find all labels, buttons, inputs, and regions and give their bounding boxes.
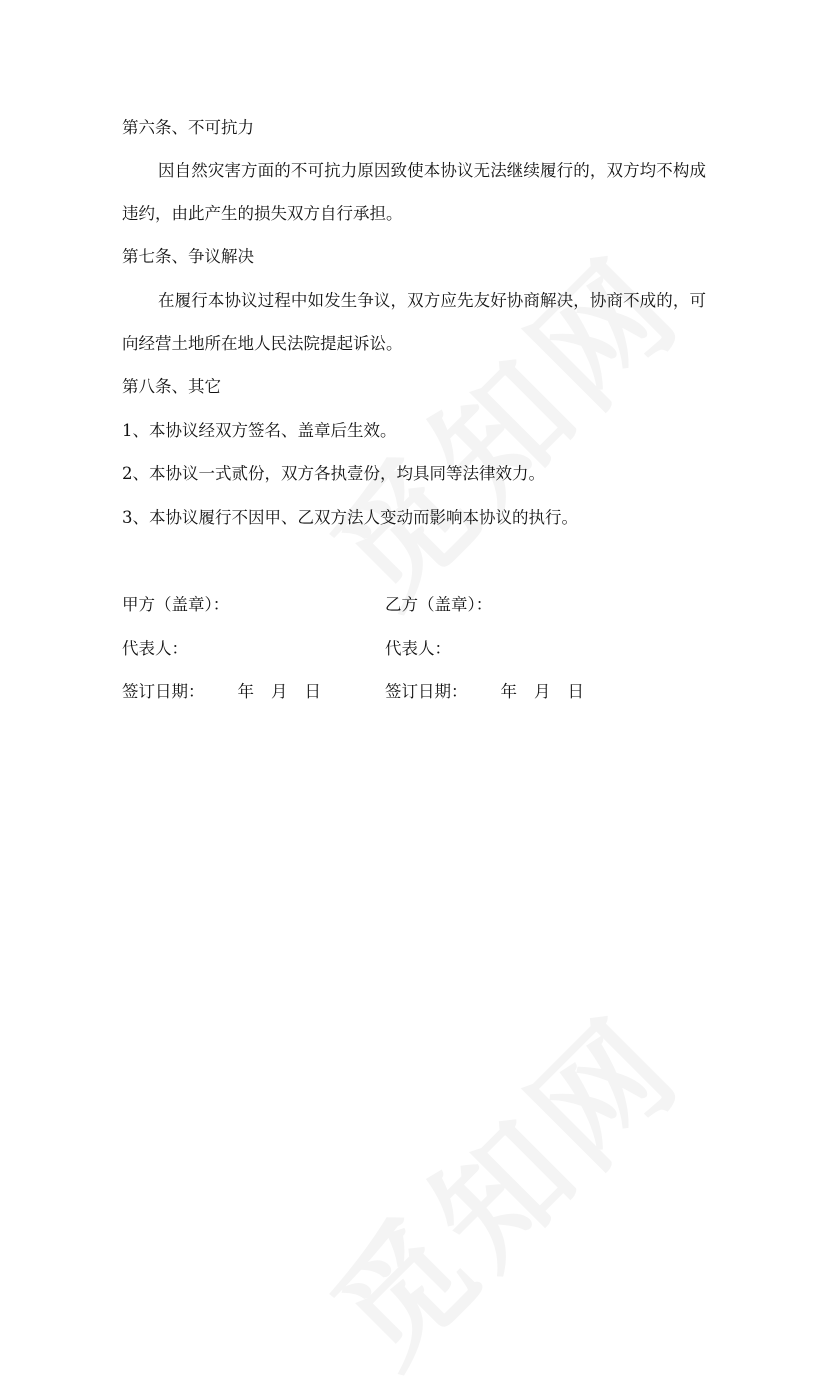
article-7-paragraph-line-1: 在履行本协议过程中如发生争议，双方应先友好协商解决，协商不成的，可 — [158, 291, 706, 310]
party-a-signing-date — [122, 678, 321, 702]
party-a-representative-label: 代表人： — [122, 639, 188, 658]
article-6-paragraph-line-1: 因自然灾害方面的不可抗力原因致使本协议无法继续履行的，双方均不构成 — [158, 161, 706, 180]
article-6-heading: 第六条、不可抗力 — [122, 118, 254, 137]
party-a-seal-label: 甲方（盖章）： — [122, 595, 230, 614]
party-b-year: 年 — [500, 682, 517, 701]
party-b-day: 日 — [567, 682, 584, 701]
party-b-signing-date — [385, 678, 584, 702]
article-7-heading: 第七条、争议解决 — [122, 247, 254, 266]
article-6-paragraph-line-2: 违约，由此产生的损失双方自行承担。 — [122, 204, 403, 223]
article-8-heading: 第八条、其它 — [122, 377, 221, 396]
article-8-item: 1、本协议经双方签名、盖章后生效。 — [122, 421, 397, 440]
party-a-date-label: 签订日期： — [122, 682, 205, 701]
party-b-seal-label: 乙方（盖章）： — [385, 595, 493, 614]
watermark-bottom — [285, 969, 714, 1398]
party-b-date-label: 签订日期： — [385, 682, 468, 701]
party-b-representative-label: 代表人： — [385, 639, 451, 658]
party-a-year: 年 — [237, 682, 254, 701]
article-8-item: 3、本协议履行不因甲、乙双方法人变动而影响本协议的执行。 — [122, 508, 578, 527]
party-b-month: 月 — [534, 682, 551, 701]
party-a-month: 月 — [271, 682, 288, 701]
party-a-day: 日 — [304, 682, 321, 701]
article-8-item: 2、本协议一式贰份，双方各执壹份，均具同等法律效力。 — [122, 464, 545, 483]
article-7-paragraph-line-2: 向经营土地所在地人民法院提起诉讼。 — [122, 334, 403, 353]
